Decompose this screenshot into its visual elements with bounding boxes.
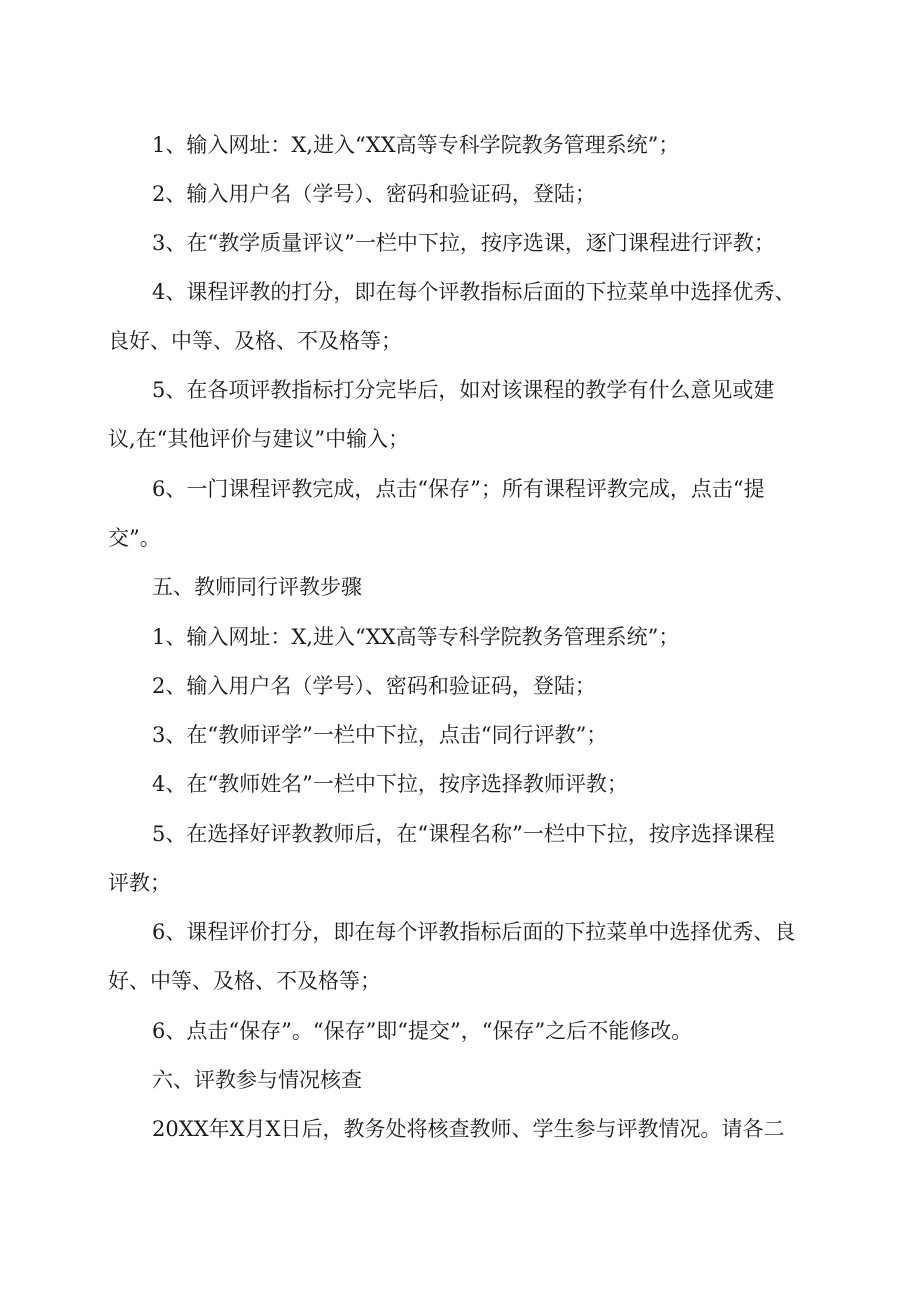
paragraph-line: 3、在“教学质量评议”一栏中下拉，按序选课，逐门课程进行评教； (152, 231, 775, 255)
section-heading: 六、评教参与情况核查 (152, 1068, 362, 1092)
paragraph-line: 好、中等、及格、不及格等； (108, 969, 381, 993)
paragraph-line: 2、输入用户名（学号）、密码和验证码，登陆； (152, 674, 596, 698)
paragraph-line: 20XX年X月X日后，教务处将核查教师、学生参与评教情况。请各二 (152, 1117, 785, 1141)
paragraph-line: 6、一门课程评教完成，点击“保存”；所有课程评教完成，点击“提 (152, 477, 765, 501)
section-heading: 五、教师同行评教步骤 (152, 575, 362, 599)
paragraph-line: 6、点击“保存”。“保存”即“提交”，“保存”之后不能修改。 (152, 1019, 693, 1043)
paragraph-line: 1、输入网址：X,进入“XX高等专科学院教务管理系统”； (152, 625, 680, 649)
paragraph-line: 交”。 (108, 526, 161, 550)
paragraph-line: 评教； (108, 871, 171, 895)
paragraph-line: 5、在各项评教指标打分完毕后，如对该课程的教学有什么意见或建 (152, 378, 775, 402)
paragraph-line: 4、课程评教的打分，即在每个评教指标后面的下拉菜单中选择优秀、 (152, 280, 796, 304)
paragraph-line: 3、在“教师评学”一栏中下拉，点击“同行评教”； (152, 723, 608, 747)
paragraph-line: 2、输入用户名（学号）、密码和验证码，登陆； (152, 182, 596, 206)
paragraph-line: 议,在“其他评价与建议”中输入； (108, 427, 410, 451)
paragraph-line: 6、课程评价打分，即在每个评教指标后面的下拉菜单中选择优秀、良 (152, 920, 796, 944)
paragraph-line: 4、在“教师姓名”一栏中下拉，按序选择教师评教； (152, 772, 628, 796)
paragraph-line: 良好、中等、及格、不及格等； (108, 329, 402, 353)
paragraph-line: 5、在选择好评教教师后，在“课程名称”一栏中下拉，按序选择课程 (152, 822, 775, 846)
paragraph-line: 1、输入网址：X,进入“XX高等专科学院教务管理系统”； (152, 133, 680, 157)
